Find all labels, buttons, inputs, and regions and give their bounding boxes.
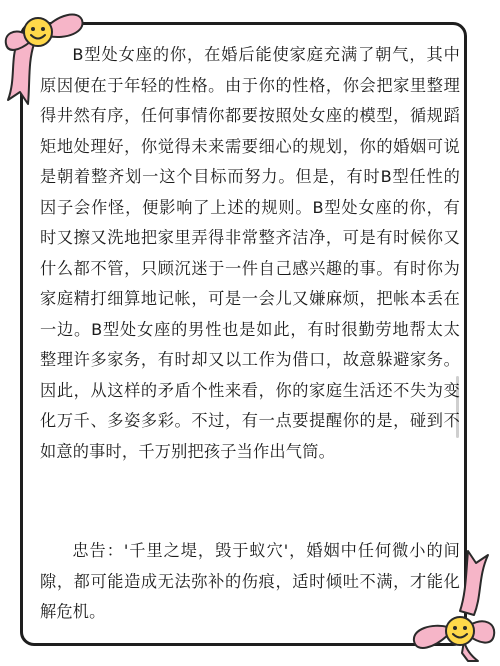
article-paragraph-1: B型处女座的你，在婚后能使家庭充满了朝气，其中原因便在于年轻的性格。由于你的性格，你会把家里整理得井然有序，任何事情你都要按照处女座的模型，循规蹈矩地处理好，你觉得未来需要细心的规划，你的婚姻可说是朝着整齐划一这个目标而努力。但是，有时B型任性的因子会作怪，便影响了上述的规则。B型处女座的你，有时又擦又洗地把家里弄得非常整齐洁净，可是有时候你又什么都不管，只顾沉迷于一件自己感兴趣的事。有时你为家庭精打细算地记帐，可是一会儿又嫌麻烦，把帐本丢在一边。B型处女座的男性也是如此，有时很勤劳地帮太太整理许多家务，有时却又以工作为借口，故意躲避家务。因此，从这样的矛盾个性来看，你的家庭生活还不失为变化万千、多姿多彩。不过，有一点要提醒你的是，碰到不如意的事时，千万别把孩子当作出气筒。 (40, 45, 460, 461)
article-paragraph-2: 忠告：'千里之堤，毁于蚁穴'，婚姻中任何微小的间隙，都可能造成无法弥补的伤痕，适时倾吐不满，才能化解危机。 (40, 541, 460, 621)
